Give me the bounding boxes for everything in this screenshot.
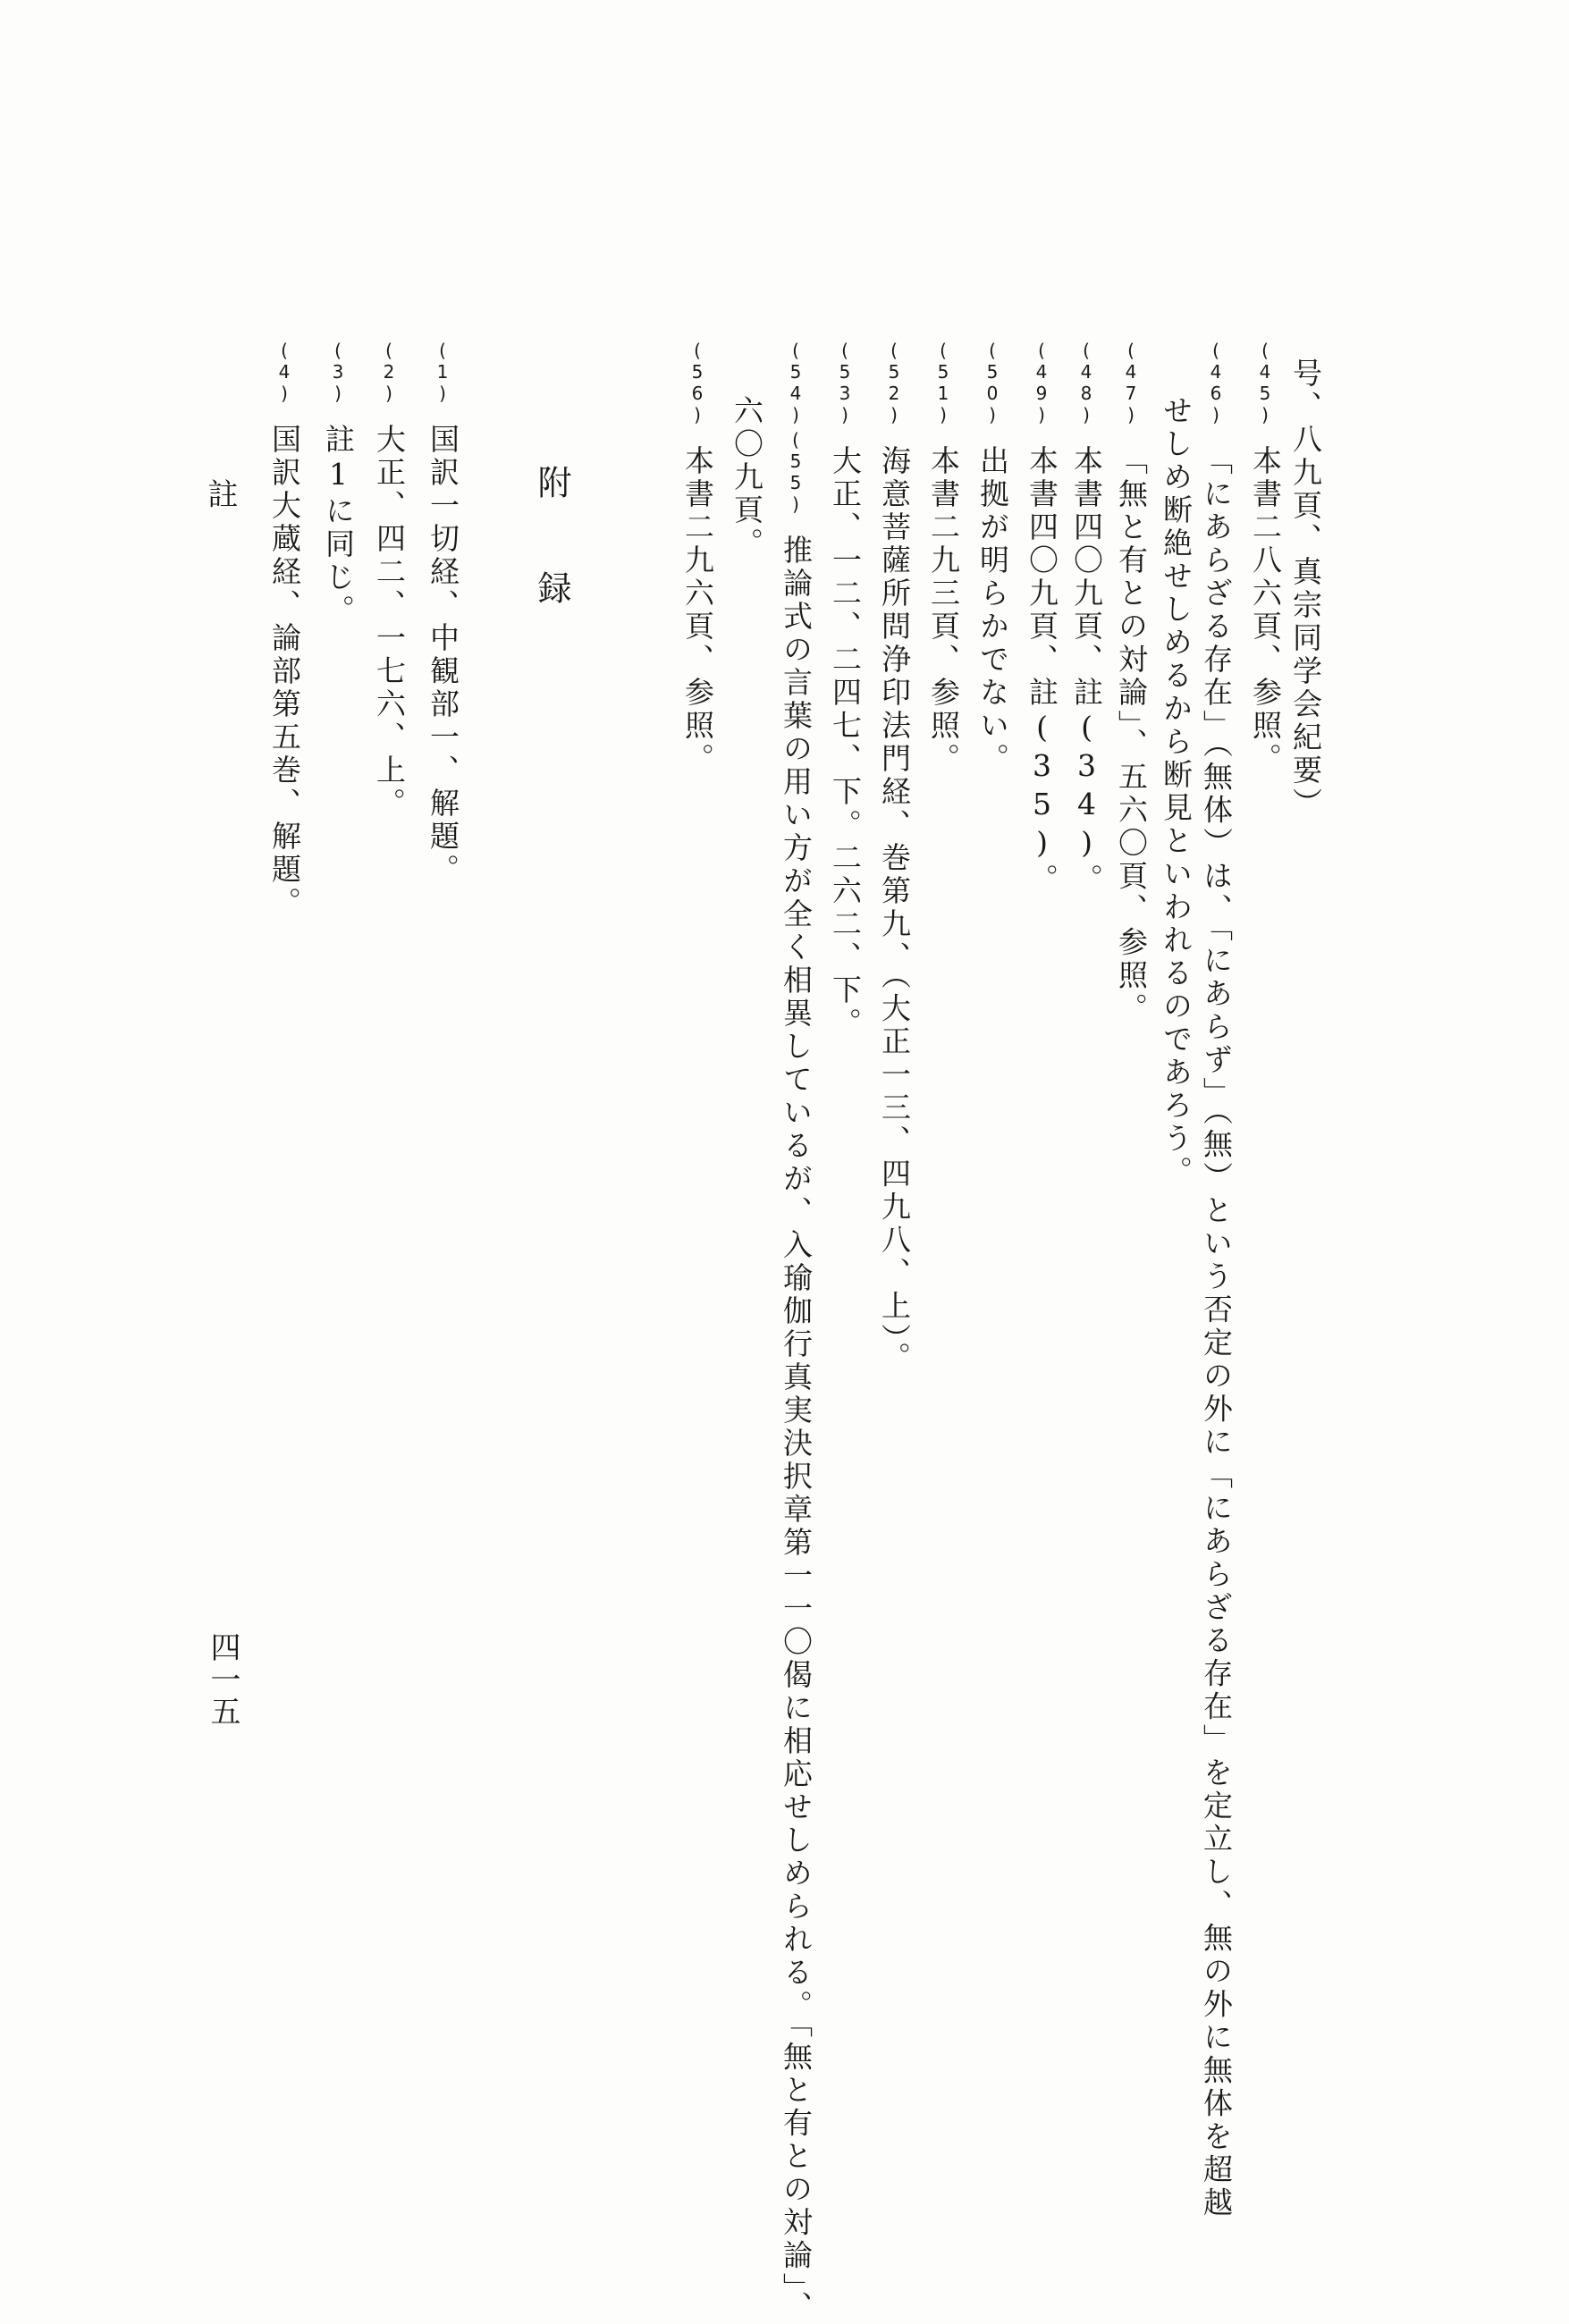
note-45: [1247, 340, 1283, 776]
note-mark: (46): [1205, 340, 1227, 425]
note-mark: (49): [1031, 340, 1052, 425]
note-text: 大正、一二、二四七、下。二六二、下。: [828, 445, 863, 1040]
note-mark: (56): [687, 340, 708, 425]
note-51: [925, 340, 961, 776]
note-mark: (1): [432, 340, 453, 404]
note-mark: (53): [834, 340, 856, 425]
note-mark: (51): [932, 340, 954, 425]
note-text: 本書二八六頁、参照。: [1248, 445, 1283, 776]
note-text: 「無と有との対論」、五六〇頁、参照。: [1114, 445, 1149, 1026]
note-text: 号、八九頁、真宗同学会紀要）: [1288, 358, 1323, 821]
note-text: 六〇九頁。: [730, 395, 764, 560]
note-47: [1113, 340, 1149, 1026]
note-text: 本書四〇九頁、註(34)。: [1069, 445, 1104, 897]
page-number: 四一五: [205, 1631, 240, 1728]
note-mark: (2): [378, 340, 400, 404]
note-48: [1068, 340, 1104, 897]
note-text: 本書二九三頁、参照。: [926, 445, 961, 776]
note-54-55: [778, 340, 814, 2324]
note-mark-secondary: (55): [785, 429, 806, 515]
note-53: [827, 340, 863, 1040]
note-text: 推論式の言葉の用い方が全く相異しているが、入瑜伽行真実決択章第一一〇偈に相応せしめられる。「無と有との対論」、: [779, 535, 814, 2324]
note-56: [679, 340, 715, 776]
note-mark: (45): [1254, 340, 1276, 425]
note-52: [876, 340, 912, 1375]
note-text: 海意菩薩所問浄印法門経、巻第九、（大正一三、四九八、上）。: [877, 445, 912, 1375]
note-mark: (50): [982, 340, 1003, 425]
note-text: 本書四〇九頁、註(35)。: [1025, 445, 1059, 897]
appendix-note-1: [425, 340, 460, 887]
appendix-note-3: [320, 340, 356, 627]
note-text: 本書二九六頁、参照。: [680, 445, 715, 776]
note-text: 「にあらざる存在」（無体）は、「にあらず」（無）という否定の外に「にあらざる存在」を定立し、無の外に無体を超越: [1199, 445, 1234, 2220]
note-text: 註1に同じ。: [321, 424, 356, 627]
note-54-continuation: [729, 395, 764, 560]
appendix-note-4: [266, 340, 302, 920]
note-46-continuation: [1158, 395, 1194, 1189]
note-46: [1198, 340, 1234, 2220]
note-text: 国訳一切経、中観部一、解題。: [426, 424, 460, 887]
note-mark: (3): [327, 340, 349, 404]
appendix-note-2: [371, 340, 407, 821]
note-continuation: [1287, 358, 1323, 821]
note-text: せしめ断絶せしめるから断見といわれるのであろう。: [1159, 395, 1194, 1189]
note-mark: (54): [785, 340, 806, 425]
note-text: 国訳大蔵経、論部第五巻、解題。: [267, 424, 302, 920]
note-mark: (52): [883, 340, 905, 425]
note-text: 大正、四二、一七六、上。: [372, 424, 407, 821]
note-mark: (47): [1120, 340, 1142, 425]
note-mark: (48): [1076, 340, 1097, 425]
note-text: 出拠が明らかでない。: [975, 445, 1010, 776]
note-mark: (4): [274, 340, 295, 404]
note-49: [1024, 340, 1059, 897]
running-head: 註: [202, 478, 238, 509]
appendix-heading: 附録: [532, 465, 571, 676]
note-50: [974, 340, 1010, 776]
